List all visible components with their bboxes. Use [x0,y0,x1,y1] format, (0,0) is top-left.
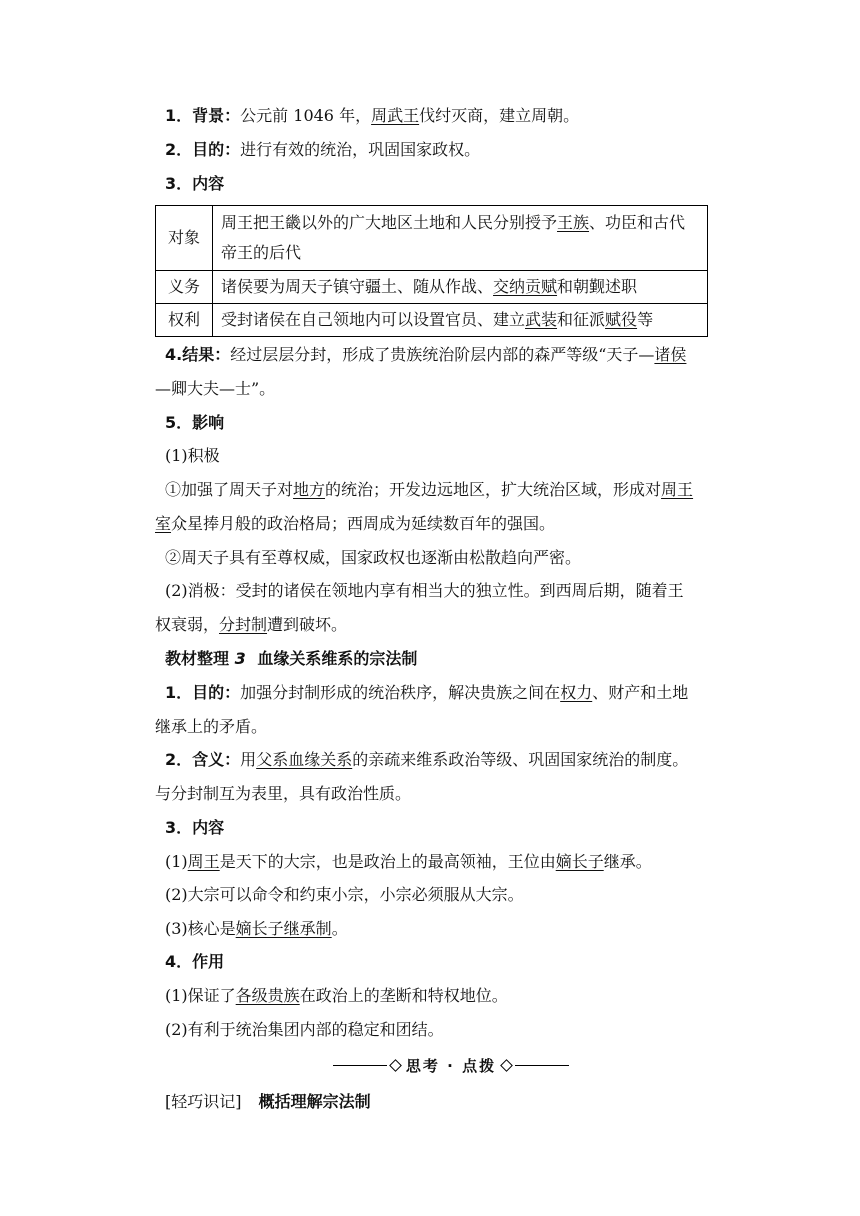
clan-effect-2: (2)有利于统治集团内部的稳定和团结。 [165,1020,444,1039]
answer-blank: 赋役 [605,310,638,329]
section-heading: 教材整理 3 血缘关系维系的宗法制 [165,649,418,668]
answer-blank: 嫡长子继承制 [235,919,332,938]
clan-content-3: (3)核心是嫡长子继承制。 [165,919,348,938]
answer-blank: 诸侯 [654,345,687,364]
clan-content-1: (1)周王是天下的大宗，也是政治上的最高领袖，王位由嫡长子继承。 [165,852,652,871]
background-line: 1．背景：公元前 1046 年，周武王伐纣灭商，建立周朝。 [165,106,580,125]
row-key: 义务 [156,271,213,304]
positive-point-1: ①加强了周天子对地方的统治；开发边远地区，扩大统治区域，形成对周王 [165,480,694,499]
answer-blank: 父系血缘关系 [256,750,353,769]
clan-purpose-line: 1．目的：加强分封制形成的统治秩序，解决贵族之间在权力、财产和土地 [165,683,689,702]
negative-line-cont: 权衰弱，分封制遭到破坏。 [155,615,348,634]
answer-blank: 周武王 [371,106,420,125]
think-divider: 思考 · 点拨 [333,1054,569,1076]
answer-blank: 王族 [557,213,590,232]
row-value: 诸侯要为周天子镇守疆土、随从作战、交纳贡赋和朝觐述职 [213,271,708,304]
answer-blank: 室 [155,514,172,533]
answer-blank: 地方 [293,480,326,499]
clan-meaning-line: 2．含义：用父系血缘关系的亲疏来维系政治等级、巩固国家统治的制度。 [165,750,689,769]
enfeoffment-table [155,205,708,337]
positive-point-1-cont: 室众星捧月般的政治格局；西周成为延续数百年的强国。 [155,514,556,533]
result-line: 4.结果：经过层层分封，形成了贵族统治阶层内部的森严等级“天子—诸侯 [165,345,687,364]
answer-blank: 各级贵族 [235,986,300,1005]
item-number: 1 [165,106,177,125]
purpose-line: 2．目的：进行有效的统治，巩固国家政权。 [165,140,481,159]
answer-blank: 周王 [661,480,694,499]
content-heading: 3．内容 [165,174,225,193]
clan-content-2: (2)大宗可以命令和约束小宗，小宗必须服从大宗。 [165,885,524,904]
diamond-icon [389,1059,402,1072]
answer-blank: 周王 [187,852,220,871]
row-key: 权利 [156,304,213,337]
negative-line: (2)消极：受封的诸侯在领地内享有相当大的独立性。到西周后期，随着王 [165,581,684,600]
item-label: 背景： [192,106,241,125]
answer-blank: 分封制 [219,615,268,634]
table-row [156,206,708,271]
diamond-icon [500,1059,513,1072]
row-value: 受封诸侯在自己领地内可以设置官员、建立武装和征派赋役等 [213,304,708,337]
positive-point-2: ②周天子具有至尊权威，国家政权也逐渐由松散趋向严密。 [165,548,582,567]
answer-blank: 交纳贡赋 [493,277,558,296]
clan-meaning-cont: 与分封制互为表里，具有政治性质。 [155,784,412,803]
memory-tip-line [165,1091,371,1113]
answer-blank: 武装 [525,310,558,329]
clan-content-heading: 3．内容 [165,818,225,837]
tip-tag: [轻巧识记] [165,1092,242,1111]
clan-effect-heading: 4．作用 [165,952,225,971]
answer-blank: 权力 [560,683,593,702]
tip-title: 概括理解宗法制 [258,1092,371,1111]
clan-effect-1: (1)保证了各级贵族在政治上的垄断和特权地位。 [165,986,508,1005]
clan-purpose-cont: 继承上的矛盾。 [155,717,268,736]
result-line-cont: —卿大夫—士”。 [155,379,276,398]
answer-blank: 嫡长子 [555,852,604,871]
row-value: 周王把王畿以外的广大地区土地和人民分别授予王族、功臣和古代帝王的后代 [213,206,708,271]
positive-heading: (1)积极 [165,446,220,465]
row-key: 对象 [156,206,213,271]
table-row [156,304,708,337]
impact-heading: 5．影响 [165,413,225,432]
table-row [156,271,708,304]
